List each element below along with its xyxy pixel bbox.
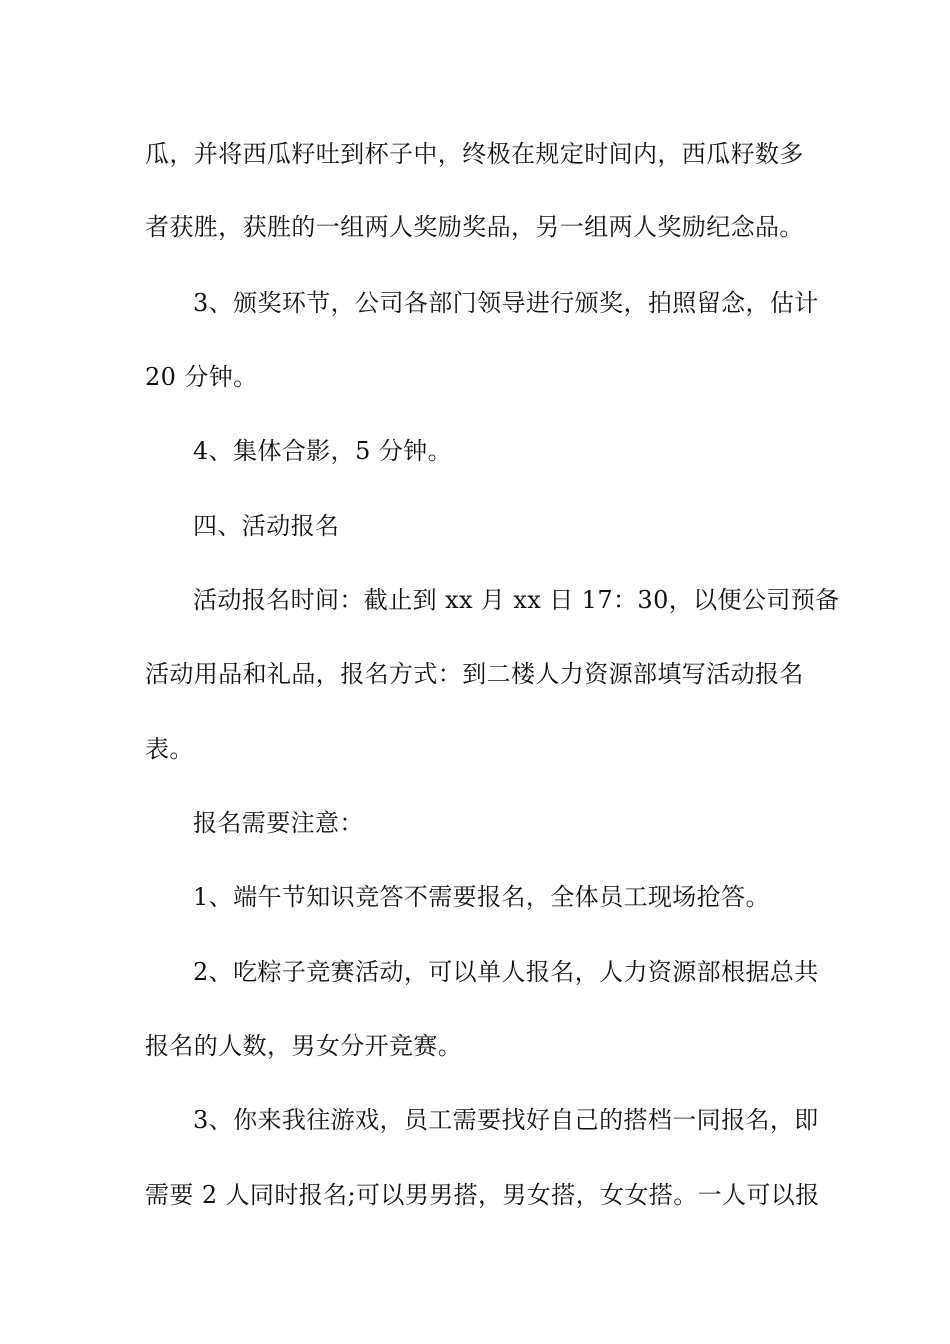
paragraph-line: 报名需要注意： bbox=[193, 809, 364, 837]
paragraph-line: 活动用品和礼品，报名方式：到二楼人力资源部填写活动报名 bbox=[145, 660, 804, 688]
list-item: 1、端午节知识竞答不需要报名，全体员工现场抢答。 bbox=[193, 883, 770, 911]
paragraph-line: 需要 2 人同时报名;可以男男搭，男女搭，女女搭。一人可以报 bbox=[145, 1181, 820, 1209]
paragraph-line: 表。 bbox=[145, 735, 194, 763]
paragraph-line: 3、颁奖环节，公司各部门领导进行颁奖，拍照留念，估计 bbox=[193, 289, 819, 317]
paragraph-line: 4、集体合影，5 分钟。 bbox=[193, 437, 452, 465]
list-item: 3、你来我往游戏，员工需要找好自己的搭档一同报名，即 bbox=[193, 1106, 819, 1134]
paragraph-line: 20 分钟。 bbox=[145, 363, 258, 391]
paragraph-line: 活动报名时间：截止到 xx 月 xx 日 17：30，以便公司预备 bbox=[193, 586, 840, 614]
paragraph-line: 者获胜，获胜的一组两人奖励奖品，另一组两人奖励纪念品。 bbox=[145, 213, 804, 241]
paragraph-line: 报名的人数，男女分开竞赛。 bbox=[145, 1032, 463, 1060]
section-heading: 四、活动报名 bbox=[193, 512, 340, 540]
paragraph-line: 瓜，并将西瓜籽吐到杯子中，终极在规定时间内，西瓜籽数多 bbox=[145, 140, 804, 168]
list-item: 2、吃粽子竞赛活动，可以单人报名，人力资源部根据总共 bbox=[193, 958, 819, 986]
